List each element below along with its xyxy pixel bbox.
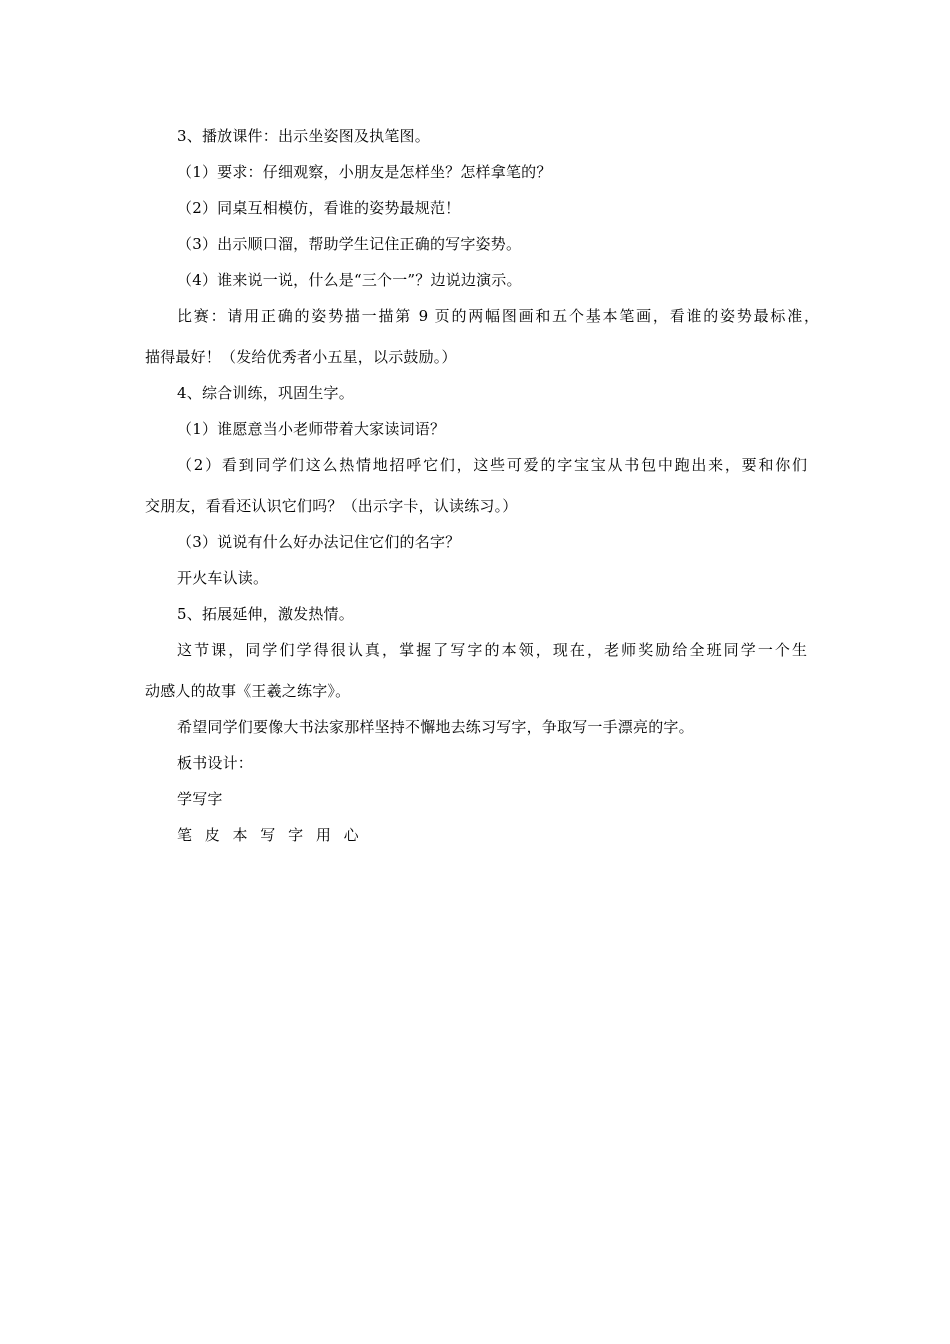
paragraph-step-3-2: （2）同桌互相模仿，看谁的姿势最规范！ [177, 199, 461, 217]
paragraph-contest-line-2: 描得最好！（发给优秀者小五星，以示鼓励。） [145, 348, 457, 366]
paragraph-story-line-1: 这节课，同学们学得很认真，掌握了写字的本领，现在，老师奖励给全班同学一个生 [177, 641, 807, 659]
paragraph-step-3: 3、播放课件：出示坐姿图及执笔图。 [177, 127, 430, 145]
paragraph-hope: 希望同学们要像大书法家那样坚持不懈地去练习写字，争取写一手漂亮的字。 [177, 718, 694, 736]
paragraph-step-4-1: （1）谁愿意当小老师带着大家读词语？ [177, 420, 446, 438]
heading-board-design: 板书设计： [177, 754, 254, 772]
paragraph-step-3-1: （1）要求：仔细观察，小朋友是怎样坐？怎样拿笔的？ [177, 163, 552, 181]
paragraph-step-3-3: （3）出示顺口溜，帮助学生记住正确的写字姿势。 [177, 235, 522, 253]
paragraph-story-line-2: 动感人的故事《王羲之练字》。 [145, 682, 351, 700]
paragraph-step-4: 4、综合训练，巩固生字。 [177, 384, 354, 402]
paragraph-step-4-2-line-1: （2）看到同学们这么热情地招呼它们，这些可爱的字宝宝从书包中跑出来，要和你们 [177, 456, 807, 474]
paragraph-step-5: 5、拓展延伸，激发热情。 [177, 605, 354, 623]
paragraph-train-reading: 开火车认读。 [177, 569, 269, 587]
board-title: 学写字 [177, 790, 223, 808]
paragraph-step-3-4: （4）谁来说一说，什么是“三个一”？边说边演示。 [177, 271, 522, 289]
paragraph-step-4-3: （3）说说有什么好办法记住它们的名字？ [177, 533, 461, 551]
board-characters: 笔 皮 本 写 字 用 心 [177, 826, 363, 844]
paragraph-step-4-2-line-2: 交朋友，看看还认识它们吗？（出示字卡，认读练习。） [145, 497, 518, 515]
paragraph-contest-line-1: 比赛：请用正确的姿势描一描第 9 页的两幅图画和五个基本笔画，看谁的姿势最标准， [177, 307, 819, 325]
